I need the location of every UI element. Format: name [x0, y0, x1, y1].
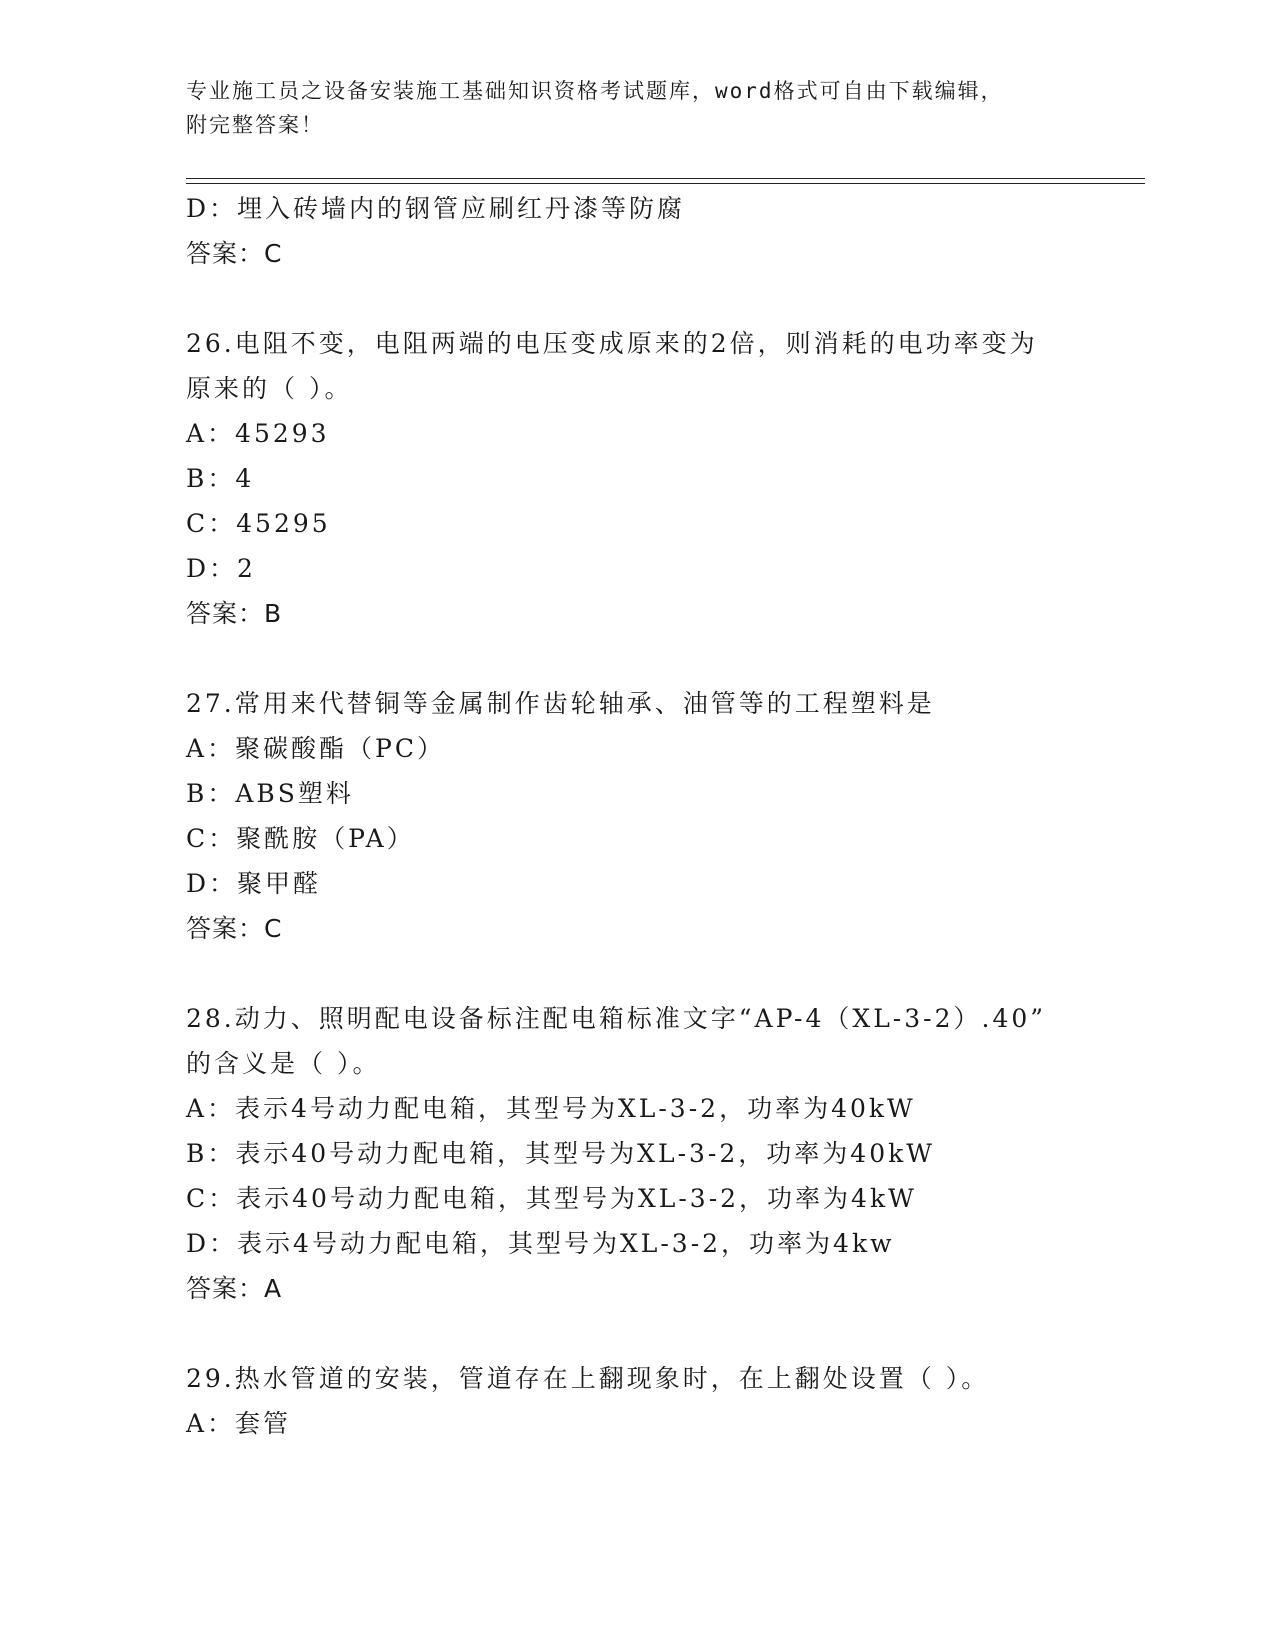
option-d: D：2 [186, 554, 256, 583]
question-list [186, 186, 1086, 1446]
option-a: A：45293 [186, 419, 330, 448]
header-line-2: 附完整答案！ [186, 113, 324, 137]
question-28 [186, 996, 1086, 1311]
header-rule-bottom [186, 183, 1145, 184]
option-a: A：聚碳酸酯（PC） [186, 734, 446, 763]
question-29 [186, 1356, 1086, 1446]
question-25-tail [186, 186, 1086, 276]
option-c: C：45295 [186, 509, 331, 538]
option-b: B：ABS塑料 [186, 779, 354, 808]
question-text: 29.热水管道的安装，管道存在上翻现象时，在上翻处设置（ ）。 [186, 1364, 990, 1393]
question-text: 28.动力、照明配电设备标注配电箱标准文字“AP-4（XL-3-2）.40” [186, 1004, 1047, 1033]
header-rule-top [186, 178, 1145, 179]
answer: 答案：C [186, 239, 283, 268]
option-a: A：套管 [186, 1409, 292, 1438]
option-d: D：表示4号动力配电箱，其型号为XL-3-2，功率为4kw [186, 1229, 895, 1258]
header-line-1: 专业施工员之设备安装施工基础知识资格考试题库，word格式可自由下载编辑， [186, 79, 1004, 103]
question-text: 26.电阻不变，电阻两端的电压变成原来的2倍，则消耗的电功率变为 [186, 329, 1038, 358]
option-b: B：4 [186, 464, 255, 493]
option-b: B：表示40号动力配电箱，其型号为XL-3-2，功率为40kW [186, 1139, 935, 1168]
answer: 答案：A [186, 1274, 283, 1303]
option-d: D：埋入砖墙内的钢管应刷红丹漆等防腐 [186, 194, 686, 223]
question-text: 27.常用来代替铜等金属制作齿轮轴承、油管等的工程塑料是 [186, 689, 935, 718]
document-header [186, 74, 1086, 142]
answer: 答案：C [186, 914, 283, 943]
question-27 [186, 681, 1086, 951]
question-text-cont: 的含义是（ ）。 [186, 1049, 381, 1078]
question-26 [186, 321, 1086, 636]
option-c: C：表示40号动力配电箱，其型号为XL-3-2，功率为4kW [186, 1184, 917, 1213]
question-text-cont: 原来的（ ）。 [186, 374, 353, 403]
option-a: A：表示4号动力配电箱，其型号为XL-3-2，功率为40kW [186, 1094, 916, 1123]
option-d: D：聚甲醛 [186, 869, 322, 898]
option-c: C：聚酰胺（PA） [186, 824, 415, 853]
answer: 答案：B [186, 599, 283, 628]
